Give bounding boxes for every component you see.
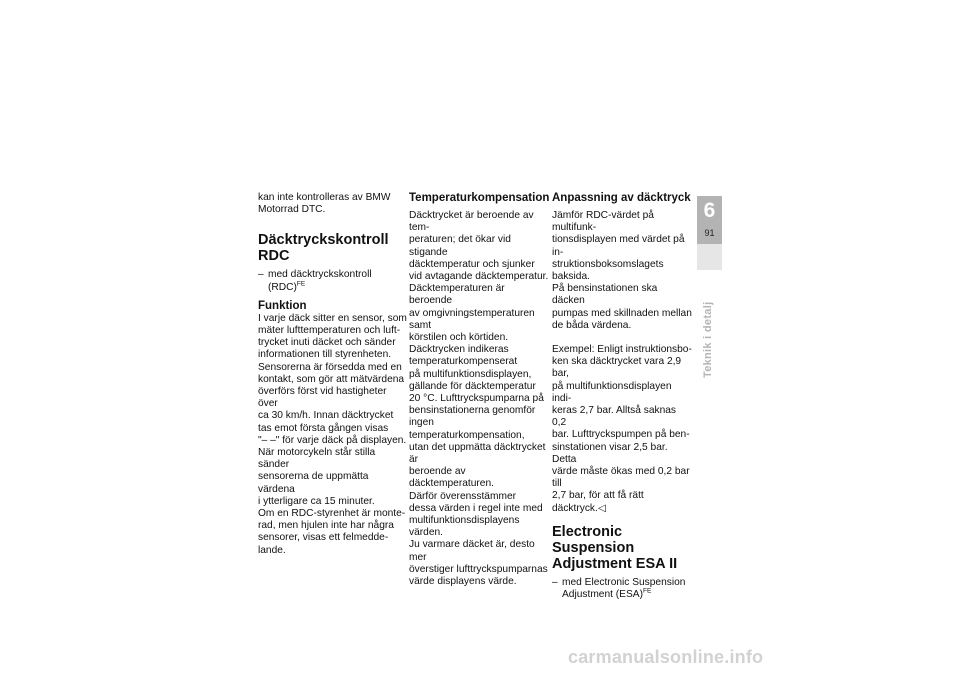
adjustment-body: Jämför RDC-värdet på multifunk- tionsdisplayen med värdet på in- struktionsboksomslagets baksida. På bensinstationen ska däcken pumpas med skillnaden mellan de båda värdena. [552,210,692,331]
equipment-item-esa [552,577,692,601]
section-heading-rdc: Däcktryckskontroll RDC [258,232,389,265]
chapter-tab-top [697,196,722,244]
watermark: carmanualsonline.info [568,647,764,667]
page-number: 91 [704,228,715,238]
subheading-funktion: Funktion [258,299,307,312]
equipment-item-rdc [258,269,408,293]
example-body: Exempel: Enligt instruktionsbo- ken ska däcktrycket vara 2,9 bar, på multifunktionsdisplayen indi- keras 2,7 bar. Alltså saknas 0,2 bar. Lufttryckspumpen på ben- sinstationen visar 2,5 bar. Detta värde måste ökas med 0,2 bar till 2,7 bar, för att få rätt däcktryck.◁ [552,344,692,514]
temperature-body: Däcktrycket är beroende av tem- peraturen; det ökar vid stigande däcktemperatur och sjunker vid avtagande däcktemperatur. Däcktemperaturen är beroende av omgivningstemperaturen samt körstilen och körtiden. Däcktrycken indikeras temperaturkompenserat på multifunktionsdisplayen, gällande för däcktemperatur 20 °C. Lufttryckspumparna på bensinstationerna genomför ingen temperaturkompensation, utan det uppmätta däcktrycket är beroende av däcktemperaturen. Därför överensstämmer dessa värden i regel inte med multifunktionsdisplayens värden. Ju varmare däcket är, desto mer överstiger lufttryckspumparnas värde displayens värde. [409,210,549,588]
equipment-sup: FE [296,280,306,288]
column-1 [258,192,408,557]
funktion-body: I varje däck sitter en sensor, som mäter lufttemperaturen och luft- trycket inuti däcket och sänder informationen till styrenheten. Sensorerna är försedda med en kontakt, som gör att mätvärdena överförs först vid hastigheter över ca 30 km/h. Innan däcktrycket tas emot första gången visas "– –" för varje däck på displayen. När motorcykeln står stilla sänder sensorerna de uppmätta värdena i ytterligare ca 15 minuter. Om en RDC-styrenhet är monte- rad, men hjulen inte har några sensorer, visas ett felmedde- lande. [258,312,407,556]
section-side-title: Teknik i detalj [702,301,714,378]
dash-bullet: – [552,576,558,588]
chapter-tab [697,196,722,270]
section-heading-esa: Electronic Suspension Adjustment ESA II [552,523,678,572]
equipment-sup: FE [642,587,652,595]
intro-text: kan inte kontrolleras av BMW Motorrad DTC. [258,192,391,216]
chapter-number: 6 [703,199,716,222]
column-2 [409,192,549,588]
column-3 [552,192,692,601]
section-heading-adjustment: Anpassning av däcktryck [552,192,691,204]
equipment-item-text: med däcktryckskontroll (RDC) [268,269,372,293]
section-heading-temperature: Temperaturkompensation [409,192,550,204]
equipment-item-text: med Electronic Suspension Adjustment (ESA) [562,576,686,601]
dash-bullet: – [258,269,264,281]
